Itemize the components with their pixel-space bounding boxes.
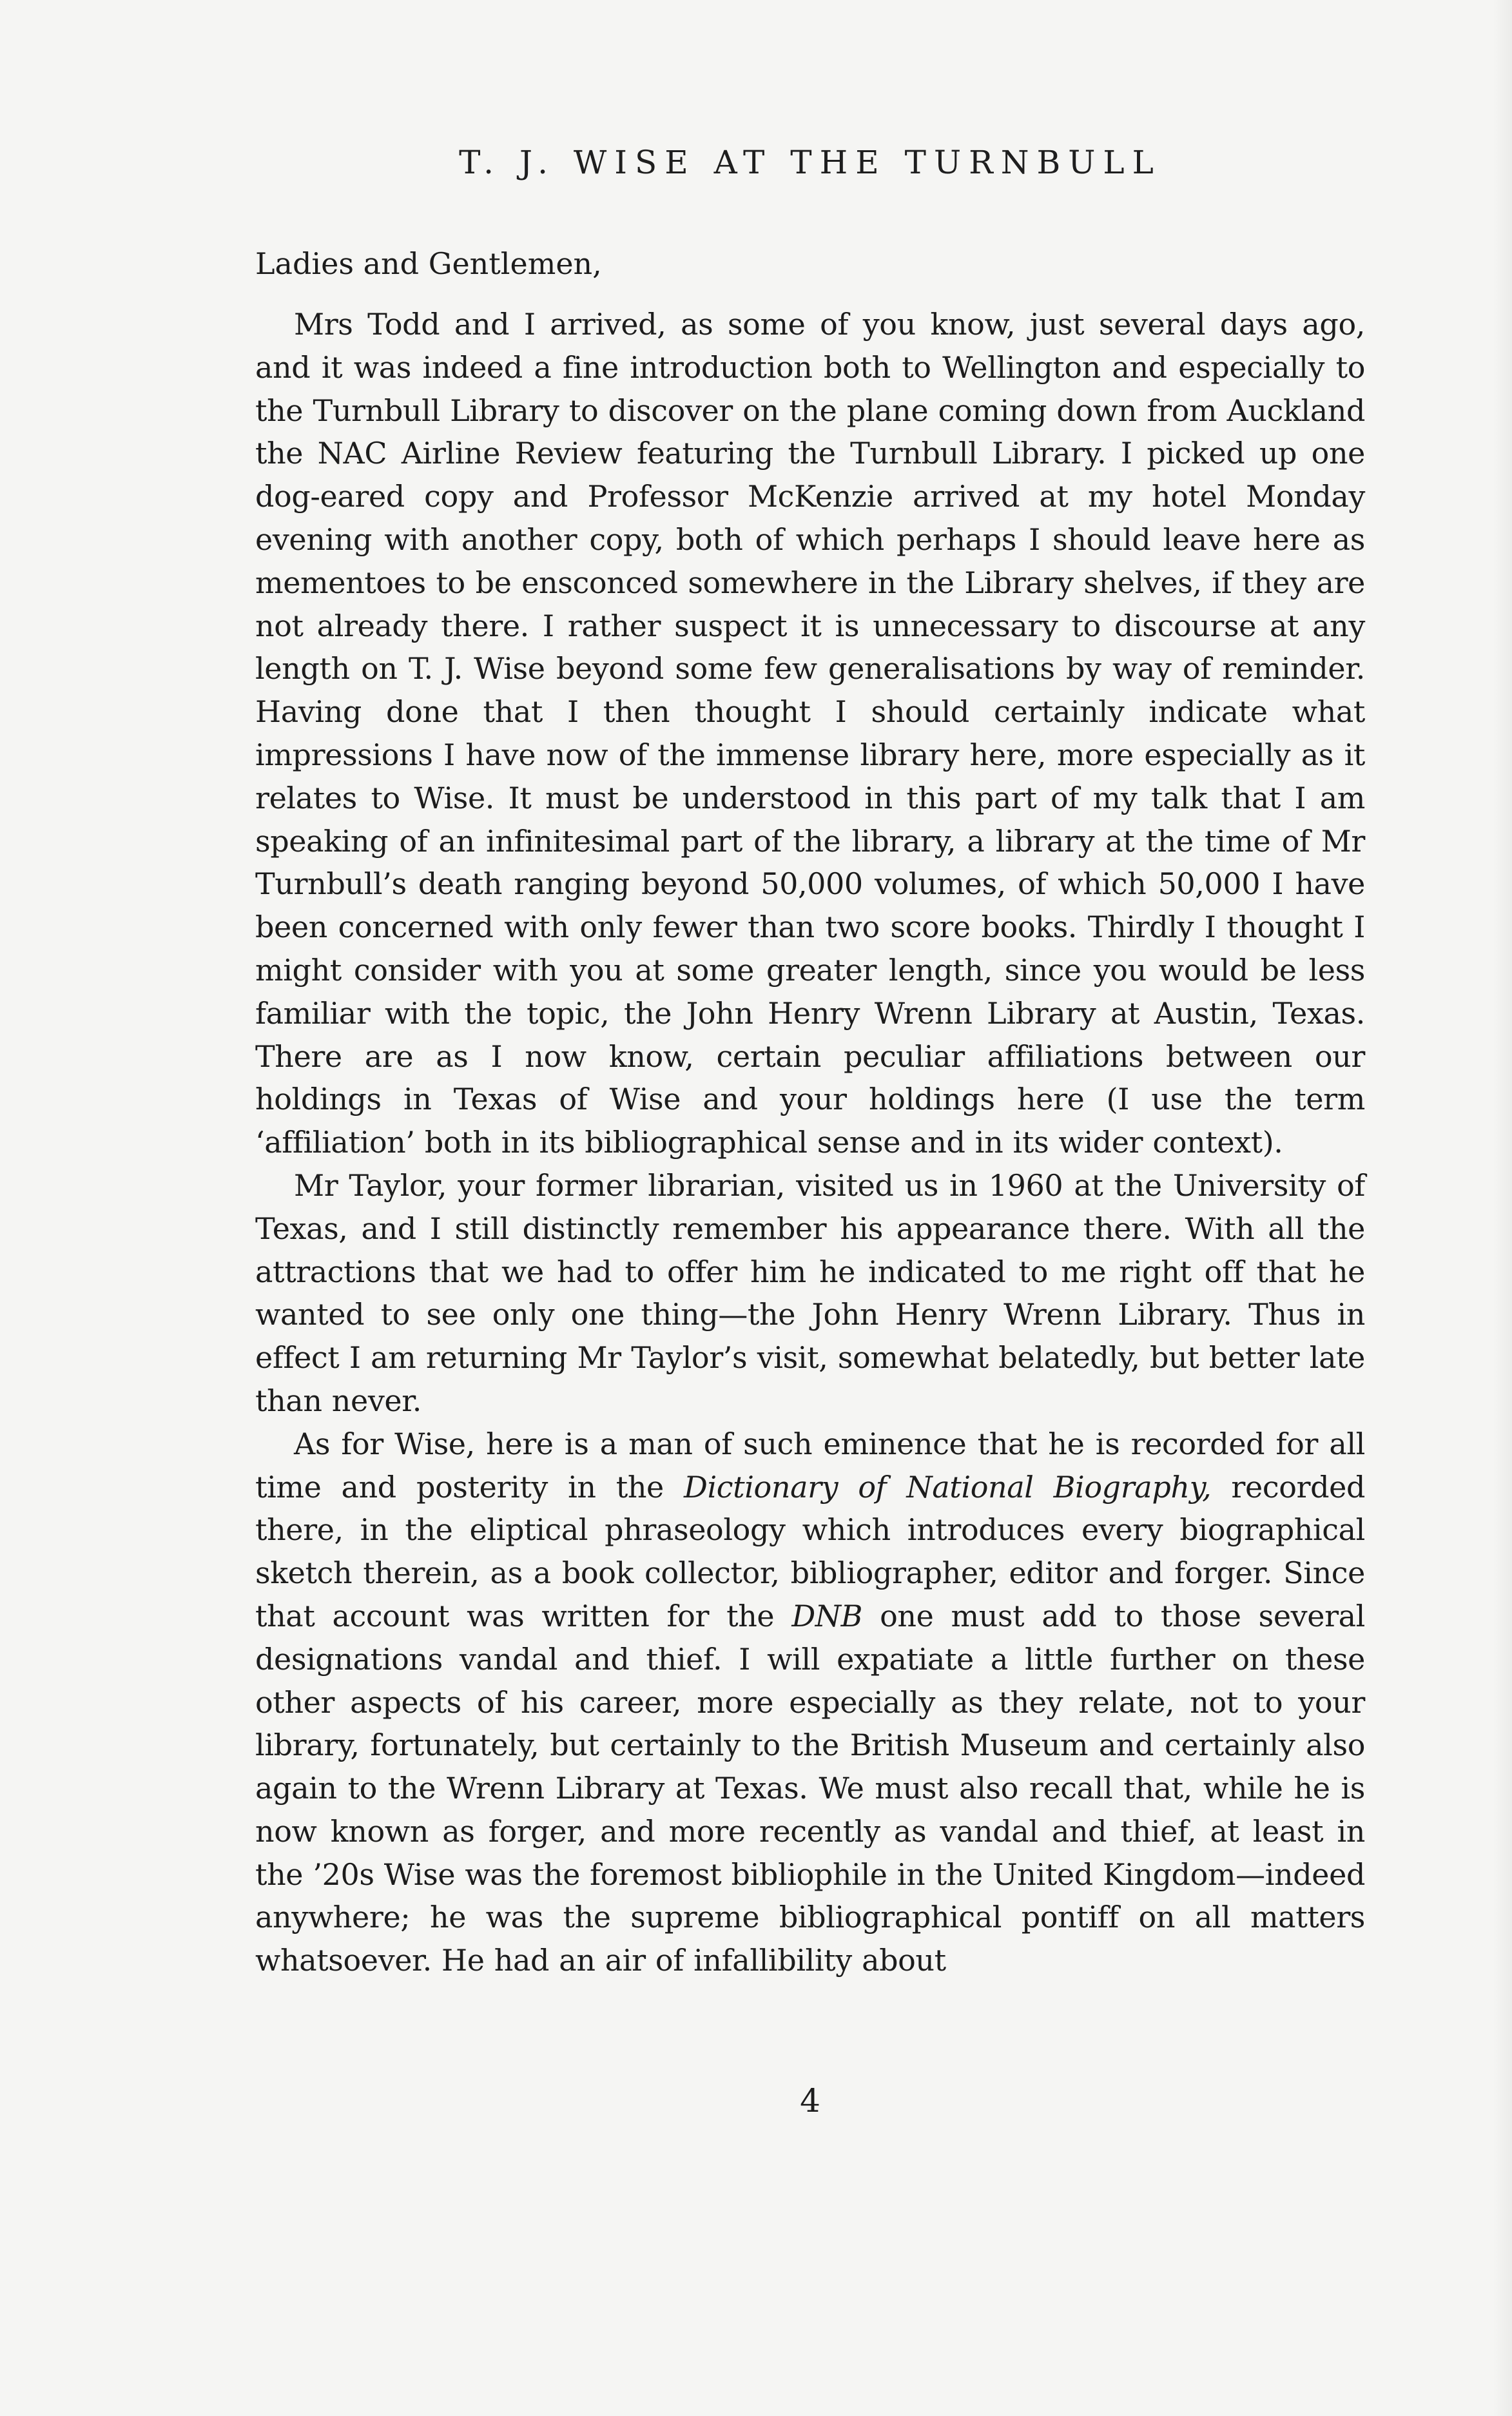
paragraph bbox=[255, 303, 1365, 1164]
page-number: 4 bbox=[800, 2082, 820, 2119]
paragraph bbox=[255, 1423, 1365, 1982]
page-edge-shadow bbox=[1493, 0, 1512, 2416]
paragraph-text: Mrs Todd and I arrived, as some of you know, just several days ago, and it was indeed a fine introduction both to Wellington and especially to the Turnbull Library to discover on the plane coming down from Auckland the NAC Airline Review featuring the Turnbull Library. I picked up one dog-eared copy and Professor McKenzie arrived at my hotel Monday evening with another copy, both of which perhaps I should leave here as mementoes to be ensconced somewhere in the Library shelves, if they are not already there. I rather suspect it is unnecessary to discourse at any length on T. J. Wise beyond some few generalisations by way of reminder. Having done that I then thought I should certainly indicate what impressions I have now of the immense library here, more especially as it relates to Wise. It must be understood in this part of my talk that I am speaking of an infinitesimal part of the library, a library at the time of Mr Turnbull’s death ranging beyond 50,000 volumes, of which 50,000 I have been concerned with only fewer than two score books. Thirdly I thought I might consider with you at some greater length, since you would be less familiar with the topic, the John Henry Wrenn Library at Austin, Texas. There are as I now know, certain peculiar affiliations between our holdings in Texas of Wise and your holdings here (I use the term ‘affiliation’ both in its bibliographical sense and in its wider context). bbox=[255, 307, 1365, 1160]
italic-title-dnb-full: Dictionary of National Biography, bbox=[684, 1469, 1212, 1505]
salutation: Ladies and Gentlemen, bbox=[255, 246, 602, 281]
running-title: T. J. WISE AT THE TURNBULL bbox=[459, 144, 1161, 181]
paragraph-text: As for Wise, here is a man of such eminence that he is recorded for all time and posterity in the bbox=[255, 1426, 1365, 1505]
paragraph-text: recorded there, in the eliptical phraseology which introduces every biographical sketch therein, as a book collector, bibliographer, editor and forger. Since that account was written for the bbox=[255, 1469, 1365, 1633]
paragraph-text: Mr Taylor, your former librarian, visited us in 1960 at the University of Texas, and I still distinctly remember his appearance there. With all the attractions that we had to offer him he indicated to me right off that he wanted to see only one thing—the John Henry Wrenn Library. Thus in effect I am returning Mr Taylor’s visit, somewhat belatedly, but better late than never. bbox=[255, 1167, 1365, 1418]
body-text bbox=[255, 303, 1365, 1982]
paragraph-text: one must add to those several designations vandal and thief. I will expatiate a little further on these other aspects of his career, more especially as they relate, not to your library, fortunately, but certainly to the British Museum and certainly also again to the Wrenn Library at Texas. We must also recall that, while he is now known as forger, and more recently as vandal and thief, at least in the ’20s Wise was the foremost bibliophile in the United Kingdom—indeed anywhere; he was the supreme bibliographical pontiff on all matters whatsoever. He had an air of infallibility about bbox=[255, 1598, 1365, 1978]
italic-title-dnb-abbr: DNB bbox=[791, 1598, 863, 1633]
paragraph bbox=[255, 1164, 1365, 1423]
